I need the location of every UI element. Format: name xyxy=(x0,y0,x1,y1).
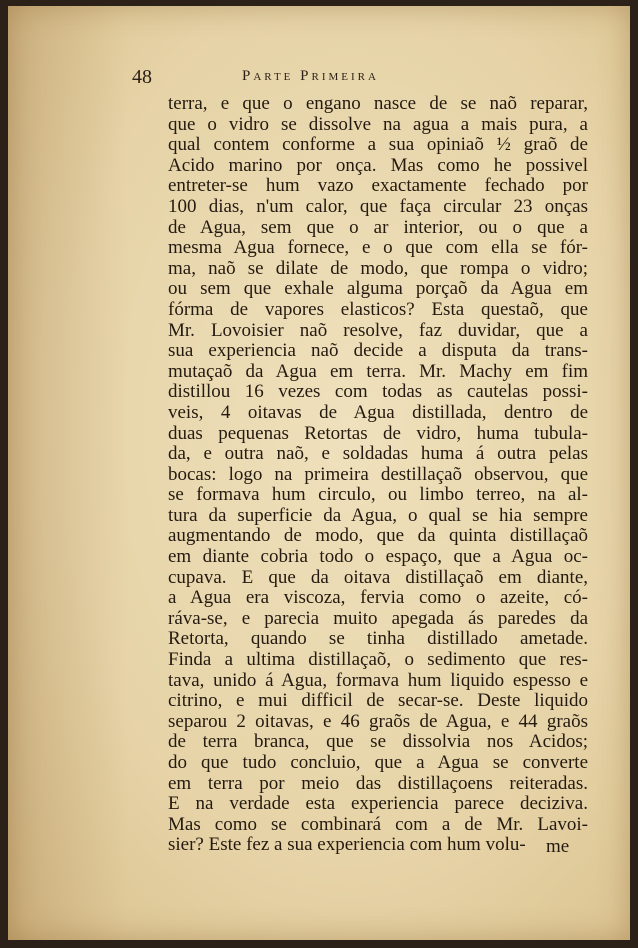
text-line: separou 2 oitavas, e 46 graõs de Agua, e 44 graõs xyxy=(168,710,588,732)
text-line: mesma Agua fornece, e o que com ella se fór- xyxy=(168,237,588,259)
text-line: 100 dias, n'um calor, que faça circular 23 onças xyxy=(168,195,588,217)
text-line: que o vidro se dissolve na agua a mais pura, a xyxy=(168,113,588,135)
text-line: E na verdade esta experiencia parece deciziva. xyxy=(168,793,588,815)
text-line: Mr. Lovoisier naõ resolve, faz duvidar, que a xyxy=(168,319,588,341)
text-line: em diante cobria todo o espaço, que a Agua oc- xyxy=(168,546,588,568)
text-line: distillou 16 vezes com todas as cautelas possi- xyxy=(168,381,588,403)
text-line: Retorta, quando se tinha distillado ametade. xyxy=(168,628,588,650)
text-line: cupava. E que da oitava distillaçaõ em diante, xyxy=(168,566,588,588)
text-line: da, e outra naõ, e soldadas huma á outra pelas xyxy=(168,443,588,465)
text-line: duas pequenas Retortas de vidro, huma tubula- xyxy=(168,422,588,444)
text-line: em terra por meio das distillaçoens reiteradas. xyxy=(168,772,588,794)
text-line: citrino, e mui difficil de secar-se. Deste liquido xyxy=(168,690,588,712)
text-line: a Agua era viscoza, fervia como o azeite, có- xyxy=(168,587,588,609)
text-line: tura da superficie da Agua, o qual se hia sempre xyxy=(168,504,588,526)
text-line: tava, unido á Agua, formava hum liquido espesso e xyxy=(168,669,588,691)
text-line: Acido marino por onça. Mas como he possivel xyxy=(168,154,588,176)
text-line: se formava hum circulo, ou limbo terreo, na al- xyxy=(168,484,588,506)
running-head: Parte Primeira xyxy=(242,68,379,84)
catchword: me xyxy=(546,836,570,857)
text-line: do que tudo concluio, que a Agua se converte xyxy=(168,752,588,773)
text-line: Finda a ultima distillaçaõ, o sedimento que res- xyxy=(168,649,588,671)
text-line: de terra branca, que se dissolvia nos Acidos; xyxy=(168,731,588,753)
text-line: veis, 4 oitavas de Agua distillada, dentro de xyxy=(168,401,588,423)
text-line: ma, naõ se dilate de modo, que rompa o vidro; xyxy=(168,257,588,279)
text-line: mutaçaõ da Agua em terra. Mr. Machy em fim xyxy=(168,360,588,382)
page-number: 48 xyxy=(132,66,152,88)
text-line: de Agua, sem que o ar interior, ou o que a xyxy=(168,216,588,238)
page-gutter-shadow xyxy=(8,6,128,940)
text-line: ou sem que exhale alguma porçaõ da Agua em xyxy=(168,278,588,300)
text-line: sua experiencia naõ decide a disputa da trans- xyxy=(168,340,588,362)
text-line: augmentando de modo, que da quinta distillaçaõ xyxy=(168,525,588,547)
page-header xyxy=(132,66,602,92)
text-line: sier? Este fez a sua experiencia com hum volu- xyxy=(168,834,526,856)
text-line: fórma de vapores elasticos? Esta questaõ, que xyxy=(168,298,588,320)
text-line: ráva-se, e parecia muito apegada ás paredes da xyxy=(168,607,588,629)
text-line: qual contem conforme a sua opiniaõ ½ graõ de xyxy=(168,134,588,156)
text-line: entreter-se hum vazo exactamente fechado por xyxy=(168,175,588,197)
book-page xyxy=(8,6,630,940)
body-text xyxy=(168,94,588,856)
text-line: terra, e que o engano nasce de se naõ reparar, xyxy=(168,93,588,114)
text-line: Mas como se combinará com a de Mr. Lavoi- xyxy=(168,813,588,835)
text-line: bocas: logo na primeira destillaçaõ observou, que xyxy=(168,463,588,485)
